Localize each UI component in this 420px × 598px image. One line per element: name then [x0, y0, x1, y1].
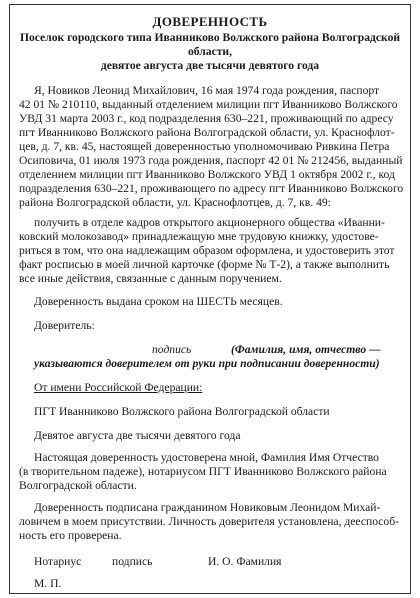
- principal-line: подразделения 630–221, проживающего по адресу пгт Иванниково Волжского: [19, 182, 404, 195]
- certification-line: Настоящая доверенность удостоверена мной, Фамилия Имя Отчество: [34, 451, 379, 464]
- authority-line: ковский молокозавод» принадлежащую мне трудовую книжку, удостове-: [19, 230, 379, 243]
- notary-place: ПГТ Иванниково Волжского района Волгоградской области: [34, 405, 330, 418]
- signature-note-line-2: указываются доверителем от руки при подписании доверенности): [34, 357, 380, 370]
- signed-line: ловичем в моем присутствии. Личность доверителя установлена, дееспособ-: [19, 515, 399, 528]
- notary-role: Нотариус: [34, 555, 82, 568]
- principal-line: Осиповича, 01 июля 1973 года рождения, паспорт 42 01 № 212456, выданный: [19, 154, 403, 167]
- principal-line: отделением милиции пгт Иванниково Волжского УВД 1 октября 2002 г., код: [19, 168, 395, 181]
- signed-line: ность его проверена.: [19, 529, 122, 542]
- authority-line: получить в отделе кадров открытого акционерного общества «Иванни-: [34, 216, 385, 229]
- document-title: ДОВЕРЕННОСТЬ: [152, 14, 268, 29]
- notary-date: Девятое августа две тысячи девятого года: [34, 429, 241, 442]
- principal-line: 42 01 № 210110, выданный отделением милиции пгт Иванниково Волжского: [19, 98, 398, 111]
- authority-line: факт росписью в моей личной карточке (форме № Т-2), а также выполнить: [19, 258, 390, 271]
- principal-label: Доверитель:: [34, 319, 95, 332]
- notary-signature-word: подпись: [112, 555, 153, 568]
- notary-name: И. О. Фамилия: [208, 555, 282, 568]
- signature-note-line-1: (Фамилия, имя, отчество —: [231, 343, 381, 356]
- principal-signature-word: подпись: [152, 343, 192, 356]
- principal-line: района Волгоградской области, ул. Краснофлотцев, д. 7, кв. 49:: [19, 196, 331, 209]
- principal-line: цев, д. 7, кв. 45, настоящей доверенностью уполномочиваю Ривкина Петра: [19, 140, 390, 153]
- seal-label: М. П.: [34, 577, 62, 590]
- certification-line: Волгоградской области.: [19, 479, 137, 492]
- principal-line: Я, Новиков Леонид Михайлович, 16 мая 1974 года рождения, паспорт: [34, 84, 380, 97]
- heading-line-1: Поселок городского типа Иванниково Волжского района Волгоградской: [19, 31, 401, 44]
- authority-line: все иные действия, связанные с данным поручением.: [19, 272, 282, 285]
- principal-line: пгт Иванниково Волжского района Волгоградской области, ул. Краснофлот-: [19, 126, 395, 139]
- certification-line: (в творительном падеже), нотариусом ПГТ Иванниково Волжского района: [19, 465, 387, 478]
- term-text: Доверенность выдана сроком на ШЕСТЬ месяцев.: [34, 295, 283, 308]
- authority-line: риться в том, что она надлежащим образом оформлена, и удостоверить этот: [19, 244, 395, 257]
- heading-line-2: области,: [187, 45, 233, 58]
- federation-label: От имени Российской Федерации:: [34, 381, 203, 394]
- heading-line-3: девятое августа две тысячи девятого года: [100, 59, 320, 72]
- power-of-attorney-document: [9, 4, 411, 594]
- principal-line: УВД 31 марта 2003 г., код подразделения 630–221, проживающий по адресу: [19, 112, 394, 125]
- signed-line: Доверенность подписана гражданином Новиковым Леонидом Михай-: [34, 501, 381, 514]
